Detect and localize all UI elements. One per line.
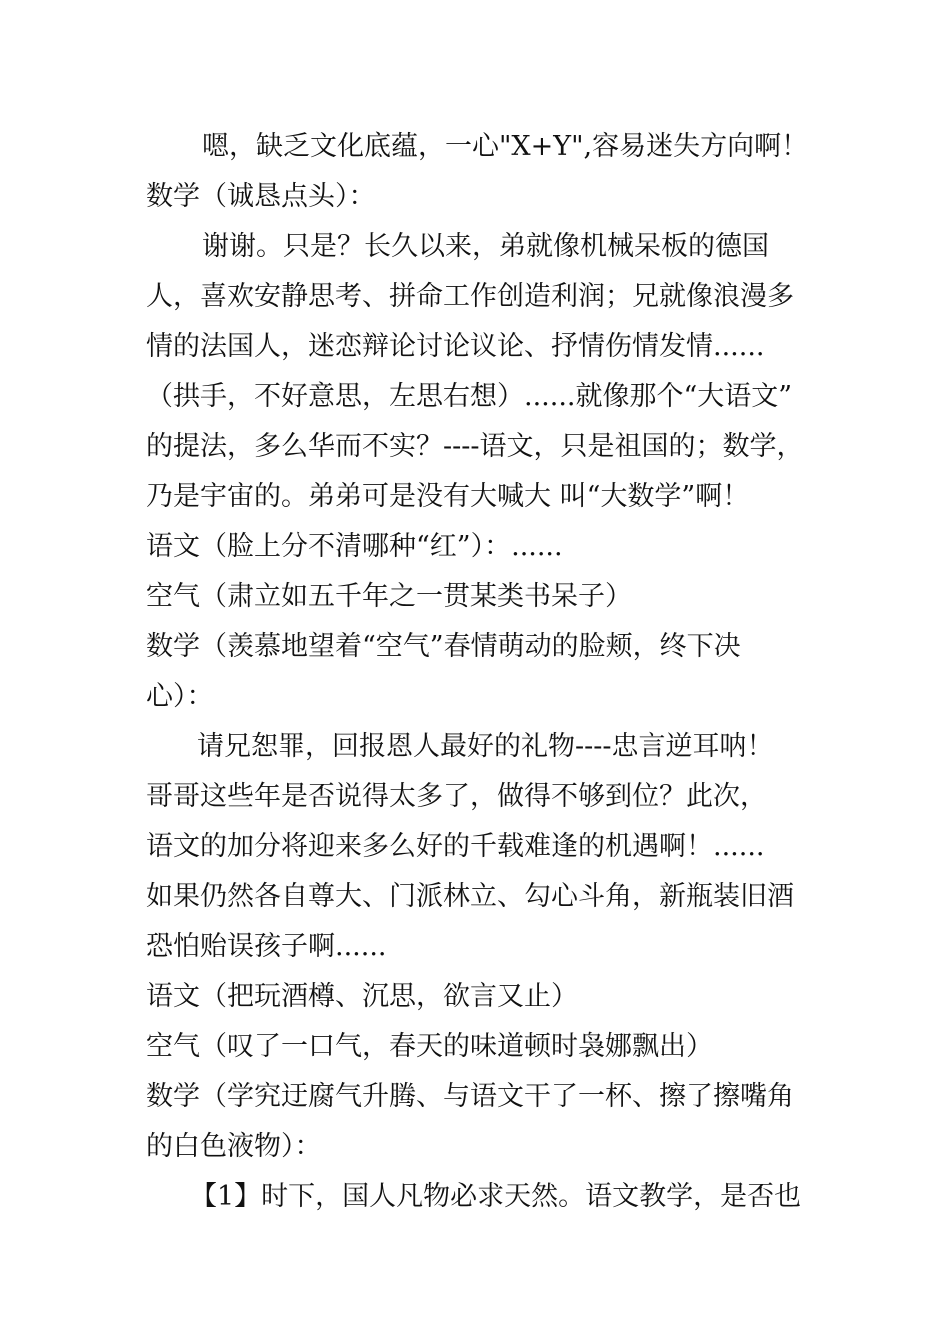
text-line: 人，喜欢安静思考、拼命工作创造利润；兄就像浪漫多 [146,281,794,312]
text-line: 数学（羡慕地望着“空气”春情萌动的脸颊，终下决 [146,631,741,662]
text-line: 心）： [146,681,214,712]
text-line: 语文（脸上分不清哪种“红”）：...... [146,531,563,562]
text-line: 情的法国人，迷恋辩论讨论议论、抒情伤情发情...... [146,331,765,362]
text-line: （拱手，不好意思，左思右想）......就像那个“大语文” [146,381,793,412]
text-line: 空气（肃立如五千年之一贯某类书呆子） [146,581,632,612]
text-line: 空气（叹了一口气，春天的味道顿时袅娜飘出） [146,1031,713,1062]
text-line: 恐怕贻误孩子啊...... [146,931,387,962]
text-line: 语文的加分将迎来多么好的千载难逢的机遇啊！...... [146,831,765,862]
text-line: 嗯，缺乏文化底蕴，一心"X+Y",容易迷失方向啊！ [202,131,809,162]
text-line: 谢谢。只是？长久以来，弟就像机械呆板的德国 [202,231,769,262]
text-line: 请兄恕罪，回报恩人最好的礼物----忠言逆耳呐！ [197,731,774,762]
text-line: 如果仍然各自尊大、门派林立、勾心斗角，新瓶装旧酒 [146,881,794,912]
text-line: 数学（学究迂腐气升腾、与语文干了一杯、擦了擦嘴角 [146,1081,794,1112]
text-line: 的提法，多么华而不实？----语文，只是祖国的；数学， [146,431,804,462]
text-line: 【1】时下，国人凡物必求天然。语文教学，是否也 [190,1181,802,1212]
text-line: 乃是宇宙的。弟弟可是没有大喊大 叫“大数学”啊！ [146,481,750,512]
text-line: 语文（把玩酒樽、沉思，欲言又止） [146,981,578,1012]
text-line: 数学（诚恳点头）： [146,181,376,212]
text-line: 哥哥这些年是否说得太多了，做得不够到位？此次， [146,781,767,812]
text-line: 的白色液物）： [146,1131,322,1162]
